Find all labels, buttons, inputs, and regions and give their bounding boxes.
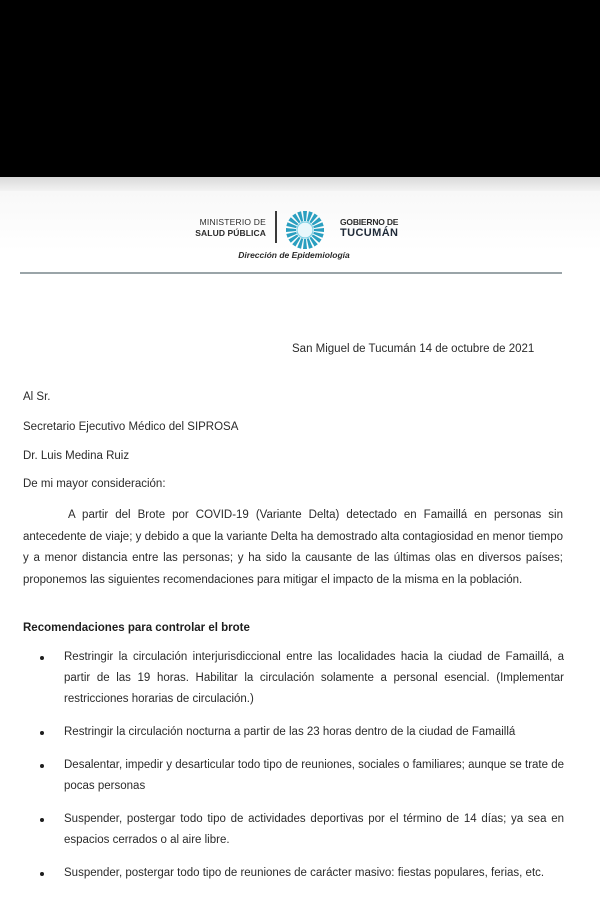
list-item xyxy=(40,647,564,710)
ministry-name xyxy=(178,217,266,239)
ministry-line-2: SALUD PÚBLICA xyxy=(195,228,266,238)
government-name xyxy=(340,217,398,239)
recipient-title: Secretario Ejecutivo Médico del SIPROSA xyxy=(23,421,239,433)
recommendations-list xyxy=(40,647,564,896)
greeting: De mi mayor consideración: xyxy=(23,478,166,490)
government-line-1: GOBIERNO DE xyxy=(340,217,399,227)
bullet-icon xyxy=(40,731,44,735)
list-item xyxy=(40,722,564,743)
ministry-line-1: MINISTERIO DE xyxy=(199,217,266,227)
sun-emblem-icon xyxy=(285,210,325,250)
government-line-2: TUCUMÁN xyxy=(340,227,399,239)
list-item xyxy=(40,863,564,884)
list-item-text: Desalentar, impedir y desarticular todo tipo de reuniones, sociales o familiares; aunque se trate de pocas personas xyxy=(64,759,564,792)
list-item-text: Restringir la circulación interjurisdiccional entre las localidades hacia la ciudad de Famaillá, a partir de las 19 horas. Habilitar la circulación solamente a personal esencial. (Implementar restricciones horarias de circulación.) xyxy=(64,651,564,705)
section-title: Recomendaciones para controlar el brote xyxy=(23,622,250,634)
list-item-text: Restringir la circulación nocturna a partir de las 23 horas dentro de la ciudad de Famaillá xyxy=(64,726,516,738)
salutation: Al Sr. xyxy=(23,391,51,403)
list-item-text: Suspender, postergar todo tipo de reuniones de carácter masivo: fiestas populares, ferias, etc. xyxy=(64,867,545,879)
list-item-text: Suspender, postergar todo tipo de actividades deportivas por el término de 14 días; ya sea en espacios cerrados o al aire libre. xyxy=(64,813,564,846)
place-date: San Miguel de Tucumán 14 de octubre de 2021 xyxy=(292,343,535,355)
bullet-icon xyxy=(40,656,44,660)
recipient-name: Dr. Luis Medina Ruiz xyxy=(23,450,130,462)
letterhead xyxy=(0,205,600,265)
page-edge-shadow xyxy=(0,177,600,191)
logo-divider xyxy=(275,211,277,243)
bullet-icon xyxy=(40,764,44,768)
header-divider xyxy=(20,272,562,274)
department-name: Dirección de Epidemiología xyxy=(238,250,350,260)
intro-paragraph: A partir del Brote por COVID-19 (Variante Delta) detectado en Famaillá en personas sin antecedente de viaje; y debido a que la variante Delta ha demostrado alta contagiosidad en menor tiempo y a menor distancia entre las personas; y ha sido la causante de las últimas olas en diversos países; proponemos las siguientes recomendaciones para mitigar el impacto de la misma en la población. xyxy=(23,509,563,586)
black-top-bar xyxy=(0,0,600,177)
list-item xyxy=(40,809,564,851)
bullet-icon xyxy=(40,818,44,822)
list-item xyxy=(40,755,564,797)
bullet-icon xyxy=(40,872,44,876)
